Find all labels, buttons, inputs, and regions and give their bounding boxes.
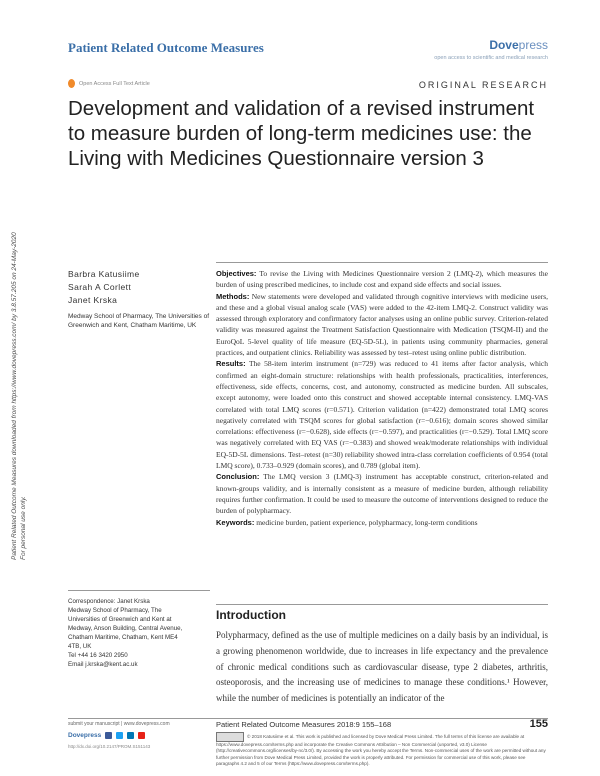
- author-affiliation: Medway School of Pharmacy, The Universities of Greenwich and Kent, Chatham Maritime, UK: [68, 313, 210, 329]
- footer-divider: [68, 718, 548, 719]
- correspondence-phone: Tel +44 16 3420 2950: [68, 652, 128, 659]
- download-note-line1: Patient Related Outcome Measures downloaded from https://www.dovepress.com/ by 3.8.57.205 on 24-May-2020: [11, 232, 18, 560]
- keywords-label: Keywords:: [216, 517, 255, 527]
- doi-link[interactable]: http://dx.doi.org/10.2147/PROM.S151143: [68, 744, 151, 749]
- correspondence-line: Medway, Anson Building, Central Avenue,: [68, 625, 183, 632]
- abstract-results: [216, 358, 548, 471]
- conclusion-text: The LMQ version 3 (LMQ-3) instrument has acceptable construct, criterion-related and known-groups validity, and is internally consistent as a measure of medicine burden, although reliability requires further confirmation. It could be used to measure the outcome of interventions designed to reduce the burden of polypharmacy.: [216, 472, 549, 516]
- conclusion-label: Conclusion:: [216, 472, 260, 482]
- introduction-text: Polypharmacy, defined as the use of multiple medicines on a daily basis by an individual, is a growing phenomenon worldwide, due to increases in life expectancy and the prevalence of chronic medical conditions such as cardiovascular disease, type 2 diabetes, arthritis, osteoporosis, and the increasing use of medicines to manage these conditions.¹ However, while the number of medicines is potentially an indicator of the: [216, 630, 548, 704]
- footer-brand[interactable]: Dovepress: [68, 732, 102, 739]
- correspondence-email[interactable]: Email j.krska@kent.ac.uk: [68, 661, 138, 668]
- page-number: 155: [529, 718, 548, 730]
- publisher-tagline: open access to scientific and medical research: [434, 55, 548, 61]
- twitter-icon[interactable]: [116, 732, 123, 739]
- author-name: Sarah A Corlett: [68, 282, 132, 292]
- correspondence-label: Correspondence: Janet Krska: [68, 598, 150, 605]
- introduction-heading: Introduction: [216, 608, 286, 622]
- article-title: Development and validation of a revised instrument to measure burden of long-term medicines use: the Living with Medicines Questionnaire version 3: [68, 97, 535, 170]
- abstract-conclusion: [216, 471, 548, 516]
- brand-light: press: [518, 38, 548, 52]
- abstract-methods: [216, 291, 548, 359]
- download-note-line2: For personal use only.: [20, 496, 27, 560]
- abstract-keywords: [216, 517, 548, 528]
- correspondence-line: Chatham Maritime, Chatham, Kent ME4: [68, 634, 178, 641]
- creative-commons-icon[interactable]: [216, 732, 244, 742]
- results-text: The 58-item interim instrument (n=729) was reduced to 41 items after factor analysis, which confirmed an eight-domain structure: relationships with health professionals, practicalities, interferences, effectiveness, side effects, concerns, cost, and autonomy, constructed as medicine burden. All subscales, except autonomy, were loaded onto this construct and showed acceptable internal consistency. LMQ-VAS correlated with total LMQ scores (r=0.571). Criterion validation (n=422) demonstrated total LMQ scores negatively correlated with TSQM scores for global satisfaction (r=−0.616); domain scores showed similar correlations: effectiveness (r=−0.628), side effects (r=−0.597), and practicalities (r=−0.529). Total LMQ score was negatively correlated with EQ VAS (r=−0.383) and showed weak/moderate relationships with individual EQ-5D-5L dimensions. Test–retest (n=30) reliability showed intra-class correlation coefficients of 0.954 (total LMQ score), 0.733–0.929 (domain scores), and 0.789 (global item).: [216, 359, 548, 471]
- author-list: [68, 268, 140, 307]
- objectives-text: To revise the Living with Medicines Questionnaire version 2 (LMQ-2), which measures the burden of using prescribed medicines, to include cost and expand side effects and social issues.: [216, 269, 548, 290]
- correspondence-line: 4TB, UK: [68, 643, 92, 650]
- correspondence-line: Medway School of Pharmacy, The: [68, 607, 162, 614]
- submit-manuscript-link[interactable]: submit your manuscript | www.dovepress.com: [68, 721, 170, 727]
- author-name: Barbra Katusiime: [68, 269, 140, 279]
- youtube-icon[interactable]: [138, 732, 145, 739]
- methods-label: Methods:: [216, 291, 250, 301]
- correspondence-line: Universities of Greenwich and Kent at: [68, 616, 172, 623]
- footer-citation: Patient Related Outcome Measures 2018:9 155–168: [216, 720, 392, 729]
- open-access-lock-icon: [68, 79, 75, 88]
- abstract: [216, 262, 548, 528]
- linkedin-icon[interactable]: [127, 732, 134, 739]
- license-body: © 2018 Katusiime et al. This work is published and licensed by Dove Medical Press Limited. The full terms of this license are available at https://www.dovepress.com/terms.php and incorporate the Creative Commons Attribution – Non Commercial (unported, v3.0) License (http://creativecommons.org/licenses/by-nc/3.0/). By accessing the work you hereby accept the Terms. Non-commercial uses of the work are permitted without any further permission from Dove Medical Press Limited, provided the work is properly attributed. For permission for commercial use of this work, please see paragraphs 4.2 and 5 of our Terms (https://www.dovepress.com/terms.php).: [216, 734, 546, 767]
- keywords-text: medicine burden, patient experience, polypharmacy, long-term conditions: [256, 517, 478, 527]
- open-access-label: Open Access Full Text Article: [79, 80, 150, 87]
- section-divider: [216, 604, 548, 605]
- abstract-objectives: [216, 268, 548, 291]
- objectives-label: Objectives:: [216, 269, 257, 278]
- journal-title: Patient Related Outcome Measures: [68, 40, 264, 55]
- results-label: Results:: [216, 359, 246, 369]
- brand-bold: Dove: [489, 38, 519, 52]
- open-access-badge: [68, 79, 150, 88]
- author-name: Janet Krska: [68, 295, 118, 305]
- facebook-icon[interactable]: [105, 732, 112, 739]
- section-label: ORIGINAL RESEARCH: [418, 80, 548, 90]
- download-watermark: [10, 140, 38, 560]
- license-text: [216, 732, 548, 768]
- publisher-logo[interactable]: [489, 38, 548, 52]
- correspondence-block: [68, 590, 210, 669]
- footer-brand-row: [68, 732, 145, 739]
- methods-text: New statements were developed and validated through cognitive interviews with medicine users, and these and a global visual analog scale (VAS) were added to the 42-item LMQ-2. Construct validity was assessed through exploratory and confirmatory factor analyses using an online public survey. Criterion-related validity was measured against the Treatment Satisfaction Questionnaire with Medication (TSQM-II) and the EuroQoL 5-level quality of life measure (EQ-5D-5L), in patients using community pharmacies, general practices, and outpatient clinics. Reliability was assessed by test–retest using online public distribution.: [216, 291, 549, 358]
